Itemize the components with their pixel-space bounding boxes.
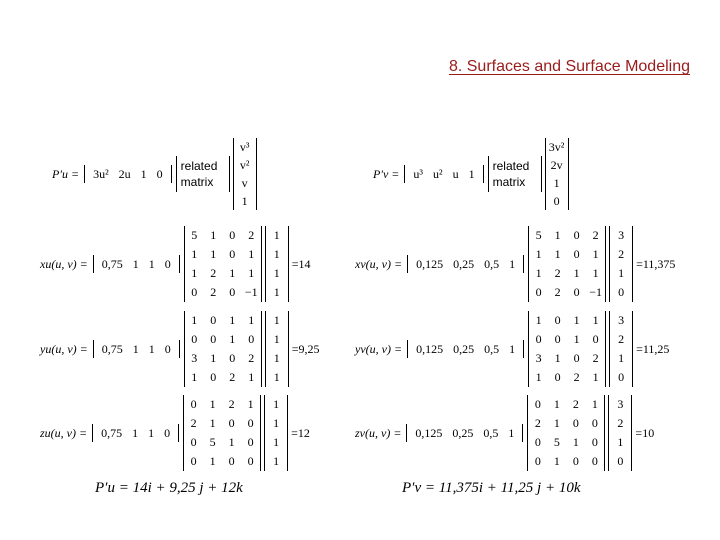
matrix-cell: 5: [191, 228, 198, 242]
matrix-cell: 1: [553, 454, 560, 468]
matrix-cell: 0: [573, 228, 580, 242]
basis-matrix: [528, 226, 606, 302]
col-cell: v³: [239, 140, 250, 154]
matrix-cell: 0: [210, 313, 217, 327]
matrix-cell: 2: [248, 351, 255, 365]
column-vector: [265, 311, 289, 387]
vec-cell: 1: [508, 425, 515, 440]
col-cell: 1: [273, 247, 280, 261]
matrix-cell: 0: [190, 397, 197, 411]
matrix-cell: 0: [572, 416, 579, 430]
matrix-cell: 3: [535, 351, 542, 365]
matrix-cell: 1: [592, 370, 599, 384]
matrix-cell: 1: [554, 228, 561, 242]
matrix-cell: 1: [229, 332, 236, 346]
vec-cell: 1: [148, 256, 155, 271]
matrix-cell: 1: [592, 247, 599, 261]
matrix-cell: 2: [592, 228, 599, 242]
matrix-cell: 1: [592, 313, 599, 327]
col-cell: 1: [273, 332, 280, 346]
param-vector: [93, 255, 180, 273]
vec-cell: u: [452, 166, 459, 181]
matrix-cell: 0: [248, 332, 255, 346]
eq-result: =10: [635, 425, 655, 440]
eq-label: yu(u, v) =: [40, 341, 88, 356]
basis-matrix: [184, 311, 262, 387]
matrix-cell: 1: [229, 313, 236, 327]
col-cell: 1: [241, 194, 248, 208]
eq-label: xv(u, v) =: [355, 256, 403, 271]
matrix-cell: 2: [592, 351, 599, 365]
col-cell: 3v²: [548, 140, 565, 154]
matrix-cell: −1: [589, 285, 602, 299]
column-vector: [609, 311, 633, 387]
matrix-cell: 1: [248, 247, 255, 261]
col-cell: 2v: [550, 158, 563, 172]
matrix-cell: 3: [191, 351, 198, 365]
matrix-cell: 0: [229, 351, 236, 365]
matrix-cell: 2: [210, 266, 217, 280]
matrix-cell: 0: [191, 285, 198, 299]
matrix-cell: 1: [229, 266, 236, 280]
vec-cell: 0,25: [453, 256, 475, 271]
slide-title: 8. Surfaces and Surface Modeling: [448, 58, 690, 75]
col-cell: 1: [273, 454, 280, 468]
left-x-equation: [40, 226, 311, 302]
basis-matrix: [528, 311, 606, 387]
vec-cell: 1: [148, 341, 155, 356]
matrix-cell: 2: [534, 416, 541, 430]
vec-cell: 1: [132, 425, 139, 440]
eq-result: =11,25: [636, 341, 670, 356]
matrix-cell: 0: [572, 454, 579, 468]
col-cell: 1: [273, 266, 280, 280]
matrix-cell: 0: [247, 435, 254, 449]
matrix-cell: 1: [535, 247, 542, 261]
matrix-cell: 2: [190, 416, 197, 430]
basis-matrix: [183, 395, 261, 471]
matrix-cell: 2: [572, 397, 579, 411]
matrix-cell: 1: [535, 370, 542, 384]
right-deriv-label: P′v =: [373, 166, 400, 181]
right-derivative-eq: [373, 138, 569, 210]
matrix-cell: 5: [553, 435, 560, 449]
matrix-cell: 1: [210, 247, 217, 261]
left-result-vector: P′u = 14i + 9,25 j + 12k: [95, 480, 243, 496]
left-derivative-eq: [52, 138, 257, 210]
vec-cell: 0,75: [101, 256, 123, 271]
eq-label: yv(u, v) =: [355, 341, 403, 356]
vec-cell: 1: [509, 341, 516, 356]
right-related-matrix: related matrix: [488, 156, 542, 192]
eq-label: zv(u, v) =: [355, 425, 402, 440]
vec-cell: 0: [164, 256, 171, 271]
right-deriv-vector: [404, 165, 483, 183]
matrix-cell: 0: [535, 332, 542, 346]
vec-cell: u³: [413, 166, 423, 181]
left-z-equation: [40, 395, 310, 471]
param-vector: [93, 340, 180, 358]
vec-cell: 0,5: [483, 425, 499, 440]
vec-cell: 1: [140, 166, 147, 181]
col-cell: 2: [618, 332, 625, 346]
left-y-equation: [40, 311, 320, 387]
vec-cell: 0: [164, 341, 171, 356]
vec-cell: 2u: [118, 166, 131, 181]
matrix-cell: 5: [535, 228, 542, 242]
matrix-cell: 1: [573, 266, 580, 280]
col-cell: 1: [617, 435, 624, 449]
col-cell: 0: [553, 194, 560, 208]
matrix-cell: 0: [228, 416, 235, 430]
matrix-cell: 1: [210, 228, 217, 242]
col-cell: v: [241, 176, 248, 190]
matrix-cell: 1: [191, 266, 198, 280]
matrix-cell: 1: [553, 397, 560, 411]
matrix-cell: 1: [209, 454, 216, 468]
col-cell: 1: [273, 397, 280, 411]
vec-cell: 3u²: [93, 166, 109, 181]
basis-matrix: [184, 226, 262, 302]
matrix-cell: 1: [248, 313, 255, 327]
matrix-cell: 5: [209, 435, 216, 449]
matrix-cell: 0: [210, 332, 217, 346]
vec-cell: 0: [156, 166, 163, 181]
matrix-cell: 0: [534, 435, 541, 449]
col-cell: 0: [618, 285, 625, 299]
col-cell: 3: [618, 313, 625, 327]
col-cell: 1: [273, 228, 280, 242]
vec-cell: 1: [132, 341, 139, 356]
basis-matrix: [527, 395, 605, 471]
vec-cell: u²: [433, 166, 443, 181]
matrix-cell: 1: [248, 266, 255, 280]
col-cell: v²: [239, 158, 250, 172]
vec-cell: 0: [164, 425, 171, 440]
matrix-cell: 0: [229, 247, 236, 261]
eq-label: zu(u, v) =: [40, 425, 88, 440]
left-related-matrix: related matrix: [176, 156, 230, 192]
col-cell: 1: [273, 351, 280, 365]
col-cell: 2: [617, 416, 624, 430]
eq-result: =9,25: [291, 341, 320, 356]
matrix-cell: 1: [535, 313, 542, 327]
matrix-cell: 1: [572, 435, 579, 449]
matrix-cell: 2: [554, 266, 561, 280]
vec-cell: 0,125: [416, 341, 444, 356]
col-cell: 1: [273, 313, 280, 327]
vec-cell: 0,125: [415, 425, 443, 440]
matrix-cell: 1: [248, 370, 255, 384]
eq-result: =14: [291, 256, 311, 271]
vec-cell: 0,25: [453, 341, 475, 356]
matrix-cell: 0: [535, 285, 542, 299]
col-cell: 3: [618, 228, 625, 242]
matrix-cell: 2: [210, 285, 217, 299]
vec-cell: 1: [468, 166, 475, 181]
matrix-cell: 0: [190, 435, 197, 449]
matrix-cell: 2: [228, 397, 235, 411]
right-result-vector: P′v = 11,375i + 11,25 j + 10k: [402, 480, 581, 496]
col-cell: 1: [618, 266, 625, 280]
matrix-cell: 0: [573, 285, 580, 299]
vec-cell: 0,75: [101, 425, 123, 440]
column-vector: [265, 226, 289, 302]
matrix-cell: 0: [534, 454, 541, 468]
matrix-cell: 0: [573, 351, 580, 365]
matrix-cell: 1: [554, 247, 561, 261]
right-y-equation: [355, 311, 669, 387]
matrix-cell: 1: [210, 351, 217, 365]
right-x-equation: [355, 226, 675, 302]
matrix-cell: 1: [554, 351, 561, 365]
matrix-cell: 0: [229, 285, 236, 299]
param-vector: [407, 255, 524, 273]
eq-result: =11,375: [636, 256, 676, 271]
matrix-cell: 1: [573, 332, 580, 346]
matrix-cell: 1: [209, 397, 216, 411]
matrix-cell: 0: [591, 454, 598, 468]
matrix-cell: 1: [573, 313, 580, 327]
vec-cell: 0,75: [101, 341, 123, 356]
left-deriv-label: P′u =: [52, 166, 80, 181]
vec-cell: 0,25: [452, 425, 474, 440]
vec-cell: 1: [509, 256, 516, 271]
column-vector: [608, 395, 632, 471]
matrix-cell: 1: [191, 370, 198, 384]
col-cell: 1: [273, 285, 280, 299]
left-deriv-column: [233, 138, 257, 210]
column-vector: [264, 395, 288, 471]
matrix-cell: 1: [591, 397, 598, 411]
matrix-cell: 1: [535, 266, 542, 280]
matrix-cell: 0: [247, 454, 254, 468]
matrix-cell: 0: [554, 370, 561, 384]
matrix-cell: 1: [553, 416, 560, 430]
col-cell: 0: [617, 454, 624, 468]
col-cell: 1: [273, 370, 280, 384]
vec-cell: 1: [148, 425, 155, 440]
matrix-cell: 0: [591, 435, 598, 449]
col-cell: 0: [618, 370, 625, 384]
matrix-cell: 0: [191, 332, 198, 346]
matrix-cell: 1: [247, 397, 254, 411]
matrix-cell: 2: [573, 370, 580, 384]
matrix-cell: 2: [229, 370, 236, 384]
matrix-cell: 0: [210, 370, 217, 384]
matrix-cell: 0: [247, 416, 254, 430]
matrix-cell: 0: [534, 397, 541, 411]
matrix-cell: 1: [592, 266, 599, 280]
col-cell: 1: [553, 176, 560, 190]
eq-label: xu(u, v) =: [40, 256, 88, 271]
matrix-cell: 1: [228, 435, 235, 449]
matrix-cell: −1: [244, 285, 258, 299]
matrix-cell: 0: [592, 332, 599, 346]
matrix-cell: 1: [209, 416, 216, 430]
vec-cell: 0,5: [484, 341, 500, 356]
col-cell: 1: [273, 435, 280, 449]
vec-cell: 0,125: [416, 256, 444, 271]
col-cell: 2: [618, 247, 625, 261]
vec-cell: 0,5: [484, 256, 500, 271]
left-deriv-vector: [84, 165, 172, 183]
vec-cell: 1: [132, 256, 139, 271]
col-cell: 1: [273, 416, 280, 430]
matrix-cell: 0: [591, 416, 598, 430]
eq-result: =12: [291, 425, 310, 440]
matrix-cell: 0: [573, 247, 580, 261]
matrix-cell: 1: [191, 313, 198, 327]
col-cell: 3: [617, 397, 624, 411]
col-cell: 1: [618, 351, 625, 365]
right-deriv-column: [545, 138, 569, 210]
matrix-cell: 0: [554, 332, 561, 346]
right-z-equation: [355, 395, 654, 471]
matrix-cell: 2: [554, 285, 561, 299]
param-vector: [406, 424, 523, 442]
matrix-cell: 1: [191, 247, 198, 261]
param-vector: [92, 424, 179, 442]
matrix-cell: 2: [248, 228, 255, 242]
matrix-cell: 0: [554, 313, 561, 327]
matrix-cell: 0: [229, 228, 236, 242]
column-vector: [609, 226, 633, 302]
param-vector: [407, 340, 524, 358]
matrix-cell: 0: [190, 454, 197, 468]
matrix-cell: 0: [228, 454, 235, 468]
